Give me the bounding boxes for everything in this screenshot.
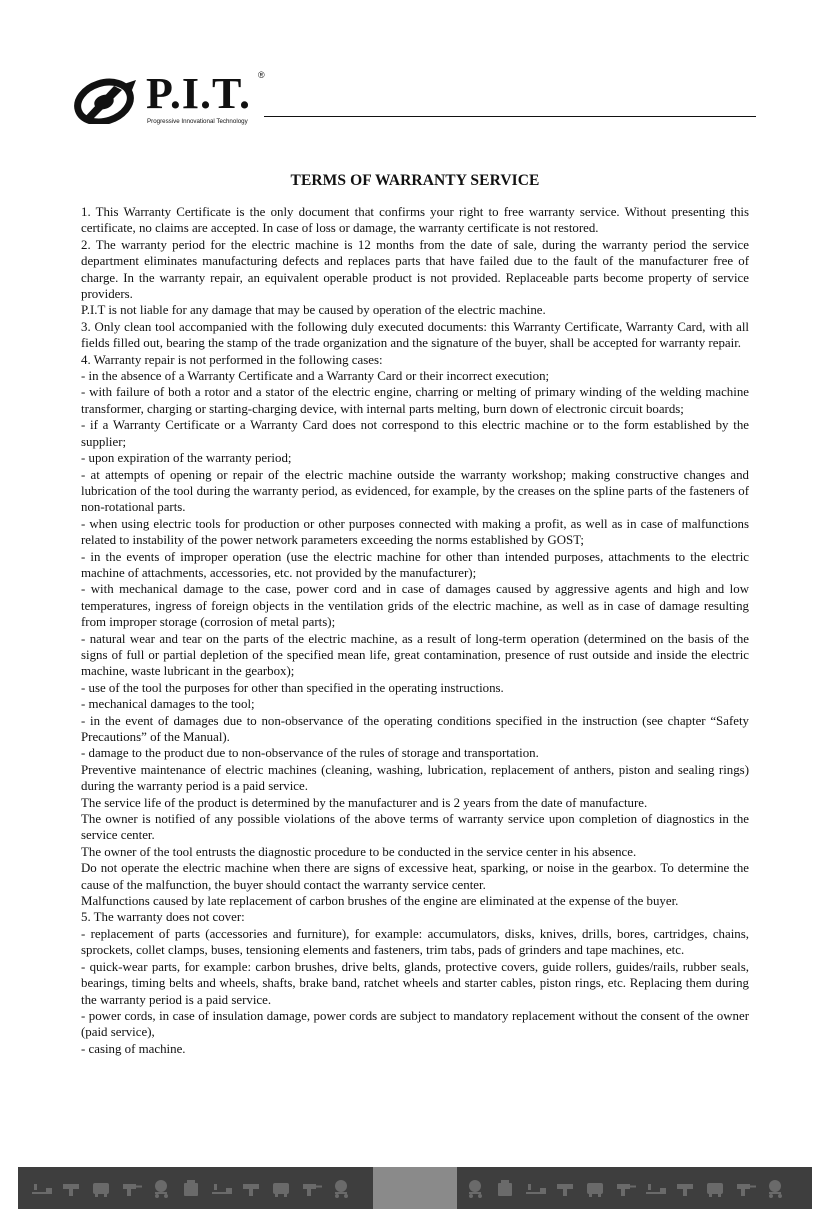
footer-tool-icons-left xyxy=(30,1177,354,1199)
paragraph: - mechanical damages to the tool; xyxy=(81,697,255,712)
footer-tool-icons-right xyxy=(464,1177,788,1199)
registered-mark: ® xyxy=(258,70,265,80)
concrete-mixer-icon xyxy=(330,1178,354,1198)
paragraph: - use of the tool the purposes for other than specified in the operating instructions. xyxy=(81,680,504,695)
jigsaw-icon xyxy=(240,1178,264,1198)
paragraph: Malfunctions caused by late replacement of carbon brushes of the engine are eliminated at the expense of the buyer. xyxy=(81,894,679,909)
drill-icon xyxy=(300,1178,324,1198)
paragraph: 4. Warranty repair is not performed in the following cases: xyxy=(81,352,383,367)
generator-icon xyxy=(270,1178,294,1198)
paragraph: - replacement of parts (accessories and furniture), for example: accumulators, disks, knives, drills, bores, cartridges, chains, sprockets, collet clamps, buses, tensioning elements and fasteners, trim tabs, pads of grinders and tape machines, etc. xyxy=(81,926,749,958)
concrete-mixer-icon xyxy=(150,1178,174,1198)
paragraph: - in the absence of a Warranty Certificate and a Warranty Card or their incorrect execution; xyxy=(81,369,550,384)
page-title: TERMS OF WARRANTY SERVICE xyxy=(290,172,540,189)
footer-band xyxy=(18,1167,812,1209)
drill-icon xyxy=(734,1178,758,1198)
paragraph: - upon expiration of the warranty period; xyxy=(81,451,292,466)
paragraph: - with failure of both a rotor and a stator of the electric engine, charring or melting of primary winding of the welding machine transformer, charging or starting-charging device, with internal parts melting, burn down of electronic circuit boards; xyxy=(81,385,749,416)
paragraph: - damage to the product due to non-observance of the rules of storage and transportation. xyxy=(81,746,539,761)
angle-grinder-icon xyxy=(524,1178,548,1198)
paragraph: The owner of the tool entrusts the diagnostic procedure to be conducted in the service center in his absence. xyxy=(81,844,637,859)
footer-accent-block xyxy=(373,1167,457,1209)
paragraph: - casing of machine. xyxy=(81,1041,186,1056)
concrete-mixer-icon xyxy=(764,1178,788,1198)
paragraph: - natural wear and tear on the parts of the electric machine, as a result of long-term operation (determined on the basis of the signs of full or partial depletion of the specified mean life, great contamination, presence of rust outside and inside the electric machine, waste lubricant in the gearbox); xyxy=(81,631,749,679)
page-header xyxy=(74,70,756,128)
brand-name: P.I.T. xyxy=(146,69,252,118)
angle-grinder-icon xyxy=(644,1178,668,1198)
paragraph: - with mechanical damage to the case, power cord and in case of damages caused by aggressive agents and high and low temperatures, ingress of foreign objects in the ventilation grids of the electric machine, as well as in case of damage resulting from improper storage (corrosion of metal parts); xyxy=(81,582,749,630)
jigsaw-icon xyxy=(554,1178,578,1198)
paragraph: - at attempts of opening or repair of the electric machine outside the warranty workshop; making constructive changes and lubrication of the tool during the warranty period, as evidenced, for example, by the creases on the spline parts of the fasteners of non-rotational parts. xyxy=(81,467,749,515)
drill-icon xyxy=(614,1178,638,1198)
concrete-mixer-icon xyxy=(464,1178,488,1198)
paragraph: 1. This Warranty Certificate is the only document that confirms your right to free warranty service. Without presenting this certificate, no claims are accepted. In case of loss or damage, the warranty certificate is not restored. xyxy=(81,205,749,236)
paragraph: The service life of the product is determined by the manufacturer and is 2 years from the date of manufacture. xyxy=(81,795,648,810)
angle-grinder-icon xyxy=(30,1178,54,1198)
angle-grinder-icon xyxy=(210,1178,234,1198)
paragraph: 5. The warranty does not cover: xyxy=(81,910,245,925)
header-rule xyxy=(264,116,756,117)
brand-tagline: Progressive Innovational Technology xyxy=(147,118,248,125)
paragraph: P.I.T is not liable for any damage that may be caused by operation of the electric machine. xyxy=(81,303,546,318)
paragraph: 2. The warranty period for the electric machine is 12 months from the date of sale, during the warranty period the service department eliminates manufacturing defects and replaces parts that have failed due to the fault of the manufacturer free of charge. In the warranty repair, an equivalent operable product is not provided. Replaceable parts become property of service providers. xyxy=(81,237,749,302)
paragraph: 3. Only clean tool accompanied with the following duly executed documents: this Warranty Certificate, Warranty Card, with all fields filled out, bearing the stamp of the trade organization and the signature of the buyer, shall be accepted for warranty repair. xyxy=(81,319,749,351)
paragraph: The owner is notified of any possible violations of the above terms of warranty service upon completion of diagnostics in the service center. xyxy=(81,812,749,843)
paragraph: - if a Warranty Certificate or a Warranty Card does not correspond to this electric machine or to the form established by the supplier; xyxy=(81,418,749,449)
generator-icon xyxy=(584,1178,608,1198)
generator-icon xyxy=(90,1178,114,1198)
paragraph: - power cords, in case of insulation damage, power cords are subject to mandatory replacement without the consent of the owner (paid service), xyxy=(81,1008,749,1040)
paragraph: - when using electric tools for production or other purposes connected with making a profit, as well as in case of malfunctions related to instability of the power network parameters exceeding the norms established by GOST; xyxy=(81,516,749,548)
paragraph: Preventive maintenance of electric machines (cleaning, washing, lubrication, replacement of anthers, piston and sealing rings) during the warranty period is a paid service. xyxy=(81,762,749,794)
pit-logo-icon xyxy=(74,76,140,124)
paragraph: Do not operate the electric machine when there are signs of excessive heat, sparking, or noise in the gearbox. To determine the cause of the malfunction, the buyer should contact the warranty service center. xyxy=(81,861,749,892)
paragraph: - quick-wear parts, for example: carbon brushes, drive belts, glands, protective covers, guide rollers, guides/rails, rubber seals, bearings, timing belts and wheels, shafts, brake band, ratchet wheels and starter cables, piston rings, etc. Replacing them during the warranty period is a paid service. xyxy=(81,959,749,1007)
warranty-terms-body xyxy=(81,204,749,1057)
welder-icon xyxy=(180,1178,204,1198)
jigsaw-icon xyxy=(674,1178,698,1198)
paragraph: - in the events of improper operation (use the electric machine for other than intended purposes, attachments to the electric machine of attachments, accessories, etc. not provided by the manufacturer); xyxy=(81,549,749,580)
paragraph: - in the event of damages due to non-observance of the operating conditions specified in the instruction (see chapter “Safety Precautions” of the Manual). xyxy=(81,713,749,744)
jigsaw-icon xyxy=(60,1178,84,1198)
generator-icon xyxy=(704,1178,728,1198)
drill-icon xyxy=(120,1178,144,1198)
welder-icon xyxy=(494,1178,518,1198)
